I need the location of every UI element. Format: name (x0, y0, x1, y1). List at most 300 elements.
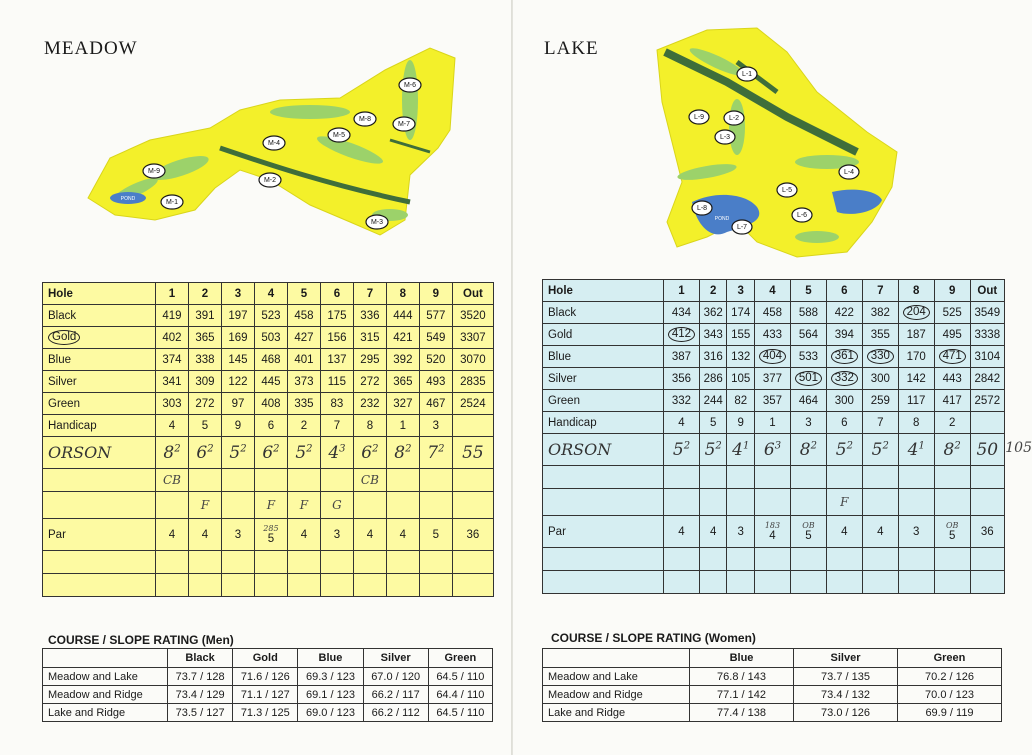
note-cell: F (254, 492, 287, 519)
tee-label (43, 327, 156, 349)
rating-cell: 69.9 / 119 (898, 704, 1002, 722)
yardage-cell: 300 (862, 368, 898, 390)
blank-cell (188, 469, 221, 492)
yardage-cell: 525 (934, 302, 970, 324)
yardage-cell (826, 346, 862, 368)
hole-number: 5 (790, 280, 826, 302)
svg-text:L-7: L-7 (736, 223, 748, 231)
yardage-cell: 577 (419, 305, 452, 327)
out-header: Out (452, 283, 493, 305)
tee-label: Black (543, 302, 664, 324)
handicap-cell: 3 (419, 415, 452, 437)
blank-cell (43, 469, 156, 492)
hole-marker-l9 (689, 110, 709, 124)
yardage-cell: 357 (755, 390, 791, 412)
meadow-course-map (80, 40, 460, 250)
yardage-cell: 382 (862, 302, 898, 324)
yardage-total: 2572 (970, 390, 1004, 412)
rating-header: Green (898, 649, 1002, 668)
circled-yardage: 332 (831, 371, 858, 386)
yardage-cell: 316 (699, 346, 727, 368)
yardage-cell (790, 368, 826, 390)
svg-text:L-2: L-2 (728, 114, 740, 122)
rating-cell: 71.6 / 126 (233, 668, 298, 686)
handicap-row (543, 412, 1005, 434)
par-cell: 4 (386, 519, 419, 551)
tee-row-green (43, 393, 494, 415)
rating-cell: 70.0 / 123 (898, 686, 1002, 704)
yardage-cell: 169 (221, 327, 254, 349)
tee-label: Green (543, 390, 664, 412)
par-cell: 4 (287, 519, 320, 551)
yardage-cell: 408 (254, 393, 287, 415)
blank-cell (320, 469, 353, 492)
yardage-total: 3520 (452, 305, 493, 327)
yardage-cell: 443 (934, 368, 970, 390)
rating-label: Lake and Ridge (543, 704, 690, 722)
rating-header: Silver (363, 649, 428, 668)
yardage-cell: 458 (287, 305, 320, 327)
yardage-cell: 232 (353, 393, 386, 415)
handicap-cell (452, 415, 493, 437)
hole-marker-l1 (737, 67, 757, 81)
yardage-cell: 335 (287, 393, 320, 415)
rating-cell: 73.7 / 128 (168, 668, 233, 686)
tee-row-black (543, 302, 1005, 324)
yardage-cell: 343 (699, 324, 727, 346)
circled-yardage: 501 (795, 371, 822, 386)
rating-cell: 73.4 / 132 (794, 686, 898, 704)
yardage-cell: 365 (188, 327, 221, 349)
yardage-cell: 419 (156, 305, 189, 327)
player-score: $5^2$ (699, 434, 727, 466)
blank-cell (419, 469, 452, 492)
hole-marker-m8 (354, 112, 376, 126)
yardage-cell (898, 302, 934, 324)
tee-label: Silver (543, 368, 664, 390)
player-score-row (543, 434, 1005, 466)
handicap-cell: 8 (898, 412, 934, 434)
player-score: $6^2$ (254, 437, 287, 469)
rating-label: Meadow and Lake (43, 668, 168, 686)
men-rating-title: COURSE / SLOPE RATING (Men) (48, 633, 234, 647)
blank-cell (353, 492, 386, 519)
hole-number: 4 (755, 280, 791, 302)
handicap-cell: 4 (156, 415, 189, 437)
hole-row (43, 283, 494, 305)
blank-cell (156, 492, 189, 519)
handicap-cell (970, 412, 1004, 434)
handicap-cell: 2 (934, 412, 970, 434)
yardage-cell: 115 (320, 371, 353, 393)
rating-cell: 76.8 / 143 (690, 668, 794, 686)
yardage-cell: 272 (353, 371, 386, 393)
hole-number: 9 (419, 283, 452, 305)
rating-cell: 69.3 / 123 (298, 668, 363, 686)
par-cell: OB 5 (934, 516, 970, 548)
yardage-total: 3307 (452, 327, 493, 349)
player-score: $4^1$ (727, 434, 755, 466)
men-rating-table (42, 648, 493, 722)
handicap-cell: 1 (755, 412, 791, 434)
yardage-cell: 434 (664, 302, 700, 324)
player-score: $5^2$ (221, 437, 254, 469)
rating-cell: 73.7 / 135 (794, 668, 898, 686)
yardage-cell: 402 (156, 327, 189, 349)
par-cell: 4 (826, 516, 862, 548)
yardage-total: 3104 (970, 346, 1004, 368)
hole-marker-l2 (724, 111, 744, 125)
svg-text:M-3: M-3 (370, 218, 384, 226)
yardage-cell: 421 (386, 327, 419, 349)
player-score: $6^2$ (353, 437, 386, 469)
rating-header-row (43, 649, 493, 668)
svg-text:L-8: L-8 (696, 204, 708, 212)
handicap-cell: 3 (790, 412, 826, 434)
yardage-cell: 117 (898, 390, 934, 412)
hole-marker-m9 (143, 164, 165, 178)
player-score: $5^2$ (826, 434, 862, 466)
yardage-cell: 155 (727, 324, 755, 346)
fairway-row (543, 489, 1005, 516)
handicap-cell: 9 (727, 412, 755, 434)
hole-number: 2 (188, 283, 221, 305)
gold-circled-label: Gold (48, 330, 80, 345)
circled-yardage: 361 (831, 349, 858, 364)
yardage-cell: 365 (386, 371, 419, 393)
hole-number: 8 (386, 283, 419, 305)
yardage-cell: 300 (826, 390, 862, 412)
tee-label: Green (43, 393, 156, 415)
blank-cell (386, 469, 419, 492)
hole-number: 4 (254, 283, 287, 305)
blank-cell (543, 649, 690, 668)
handicap-label: Handicap (543, 412, 664, 434)
par-total: 36 (970, 516, 1004, 548)
tee-row-blue (43, 349, 494, 371)
rating-cell: 67.0 / 120 (363, 668, 428, 686)
hole-marker-l7 (732, 220, 752, 234)
yardage-cell: 336 (353, 305, 386, 327)
yardage-cell: 156 (320, 327, 353, 349)
hole-marker-m4 (263, 136, 285, 150)
rating-header: Green (428, 649, 492, 668)
player-score: $4^3$ (320, 437, 353, 469)
yardage-cell: 356 (664, 368, 700, 390)
yardage-cell (862, 346, 898, 368)
handicap-cell: 7 (320, 415, 353, 437)
handicap-cell: 2 (287, 415, 320, 437)
yardage-cell: 332 (664, 390, 700, 412)
hole-number: 7 (353, 283, 386, 305)
handicap-cell: 5 (188, 415, 221, 437)
hole-number: 6 (320, 283, 353, 305)
player-name: ORSON (43, 437, 156, 469)
hole-marker-l6 (792, 208, 812, 222)
par-cell: 4 (862, 516, 898, 548)
yardage-cell: 309 (188, 371, 221, 393)
rating-cell: 77.1 / 142 (690, 686, 794, 704)
par-cell: 4 (699, 516, 727, 548)
rating-cell: 71.3 / 125 (233, 704, 298, 722)
handicap-row (43, 415, 494, 437)
par-cell: 4 (664, 516, 700, 548)
yardage-cell (934, 346, 970, 368)
yardage-cell: 387 (664, 346, 700, 368)
yardage-cell: 493 (419, 371, 452, 393)
hole-number: 9 (934, 280, 970, 302)
rating-cell: 64.5 / 110 (428, 668, 492, 686)
svg-text:M-2: M-2 (263, 176, 277, 184)
blank-cell (221, 492, 254, 519)
circled-yardage: 404 (759, 349, 786, 364)
rating-cell: 64.5 / 110 (428, 704, 492, 722)
hole-marker-m1 (161, 195, 183, 209)
yardage-cell: 401 (287, 349, 320, 371)
women-rating-table (542, 648, 1002, 722)
yardage-cell: 549 (419, 327, 452, 349)
lake-page (512, 0, 1032, 755)
handicap-cell: 8 (353, 415, 386, 437)
yardage-total: 3338 (970, 324, 1004, 346)
hole-number: 6 (826, 280, 862, 302)
blank-cell (452, 492, 493, 519)
tee-row-gold (43, 327, 494, 349)
hole-marker-m7 (393, 117, 415, 131)
yardage-cell: 458 (755, 302, 791, 324)
blank-cell (287, 469, 320, 492)
blank-cell (386, 492, 419, 519)
svg-text:L-5: L-5 (781, 186, 793, 194)
yardage-cell: 303 (156, 393, 189, 415)
rating-row (543, 668, 1002, 686)
hole-marker-m3 (366, 215, 388, 229)
par-cell: 183 4 (755, 516, 791, 548)
player-score: $8^2$ (790, 434, 826, 466)
par-note: 183 (764, 520, 781, 530)
yardage-cell: 174 (727, 302, 755, 324)
rating-cell: 73.4 / 129 (168, 686, 233, 704)
out-header: Out (970, 280, 1004, 302)
hole-row (543, 280, 1005, 302)
player-score: $6^2$ (188, 437, 221, 469)
grand-total: 105 (1005, 440, 1032, 456)
yardage-cell: 97 (221, 393, 254, 415)
par-note: OB (945, 520, 959, 530)
hole-marker-m2 (259, 173, 281, 187)
tee-row-gold (543, 324, 1005, 346)
player-score: $8^2$ (386, 437, 419, 469)
blank-cell (254, 469, 287, 492)
yardage-cell: 137 (320, 349, 353, 371)
yardage-cell: 377 (755, 368, 791, 390)
yardage-cell: 341 (156, 371, 189, 393)
rating-cell: 71.1 / 127 (233, 686, 298, 704)
yardage-cell: 523 (254, 305, 287, 327)
svg-text:M-1: M-1 (165, 198, 179, 206)
blank-row (43, 574, 494, 597)
yardage-total: 2835 (452, 371, 493, 393)
yardage-cell: 286 (699, 368, 727, 390)
hole-marker-l3 (715, 130, 735, 144)
rating-row (43, 704, 493, 722)
yardage-cell (664, 324, 700, 346)
par-cell: 4 (156, 519, 189, 551)
par-cell: 285 5 (254, 519, 287, 551)
tee-label: Blue (543, 346, 664, 368)
yardage-cell: 444 (386, 305, 419, 327)
yardage-cell: 394 (826, 324, 862, 346)
rating-label: Meadow and Ridge (543, 686, 690, 704)
yardage-cell: 467 (419, 393, 452, 415)
yardage-cell (826, 368, 862, 390)
hole-number: 1 (156, 283, 189, 305)
par-row (543, 516, 1005, 548)
hole-number: 3 (221, 283, 254, 305)
tee-label: Blue (43, 349, 156, 371)
rating-cell: 69.0 / 123 (298, 704, 363, 722)
rating-cell: 66.2 / 117 (363, 686, 428, 704)
handicap-cell: 4 (664, 412, 700, 434)
player-score: $5^2$ (862, 434, 898, 466)
yardage-cell (755, 346, 791, 368)
yardage-cell: 187 (898, 324, 934, 346)
hole-number: 1 (664, 280, 700, 302)
tee-row-black (43, 305, 494, 327)
rating-header: Blue (690, 649, 794, 668)
yardage-cell: 315 (353, 327, 386, 349)
yardage-cell: 374 (156, 349, 189, 371)
svg-text:M-5: M-5 (332, 131, 346, 139)
yardage-cell: 259 (862, 390, 898, 412)
svg-text:M-7: M-7 (397, 120, 411, 128)
handicap-label: Handicap (43, 415, 156, 437)
rating-row (543, 704, 1002, 722)
lake-scorecard (542, 279, 1032, 594)
tee-label: Silver (43, 371, 156, 393)
player-score: $4^1$ (898, 434, 934, 466)
player-name: ORSON (543, 434, 664, 466)
player-score: $5^2$ (287, 437, 320, 469)
par-cell: 3 (727, 516, 755, 548)
yardage-cell: 520 (419, 349, 452, 371)
hole-number: 8 (898, 280, 934, 302)
svg-text:L-4: L-4 (843, 168, 855, 176)
hole-marker-l5 (777, 183, 797, 197)
yardage-cell: 142 (898, 368, 934, 390)
yardage-cell: 122 (221, 371, 254, 393)
women-rating-title: COURSE / SLOPE RATING (Women) (551, 631, 756, 645)
svg-text:M-9: M-9 (147, 167, 161, 175)
par-label: Par (43, 519, 156, 551)
rating-label: Meadow and Ridge (43, 686, 168, 704)
par-cell: 3 (320, 519, 353, 551)
hole-marker-l4 (839, 165, 859, 179)
blank-cell (221, 469, 254, 492)
lake-pond-label: POND (714, 216, 730, 222)
yardage-cell: 391 (188, 305, 221, 327)
par-total: 36 (452, 519, 493, 551)
par-cell: OB 5 (790, 516, 826, 548)
yardage-cell: 417 (934, 390, 970, 412)
yardage-cell: 445 (254, 371, 287, 393)
rating-row (543, 686, 1002, 704)
circled-yardage: 204 (903, 305, 930, 320)
yardage-total: 3070 (452, 349, 493, 371)
blank-cell (419, 492, 452, 519)
yardage-cell: 355 (862, 324, 898, 346)
blank-row (43, 551, 494, 574)
hole-number: 5 (287, 283, 320, 305)
circled-yardage: 471 (939, 349, 966, 364)
player-score: $8^2$ (156, 437, 189, 469)
meadow-pond-label: POND (120, 196, 136, 202)
yardage-total: 3549 (970, 302, 1004, 324)
blank-row (543, 466, 1005, 489)
rating-cell: 73.5 / 127 (168, 704, 233, 722)
yardage-cell: 588 (790, 302, 826, 324)
par-note: 285 (263, 523, 279, 533)
rating-cell: 64.4 / 110 (428, 686, 492, 704)
blank-row (543, 571, 1005, 594)
par-cell: 4 (188, 519, 221, 551)
yardage-cell: 83 (320, 393, 353, 415)
rating-header: Gold (233, 649, 298, 668)
note-cell: F (826, 489, 862, 516)
yardage-cell: 422 (826, 302, 862, 324)
yardage-cell: 145 (221, 349, 254, 371)
yardage-cell: 295 (353, 349, 386, 371)
yardage-cell: 373 (287, 371, 320, 393)
rating-row (43, 668, 493, 686)
player-score: $5^2$ (664, 434, 700, 466)
course-title-meadow: MEADOW (44, 38, 138, 59)
note-cell: G (320, 492, 353, 519)
handicap-cell: 6 (826, 412, 862, 434)
par-row (43, 519, 494, 551)
svg-text:L-6: L-6 (796, 211, 808, 219)
rating-cell: 73.0 / 126 (794, 704, 898, 722)
svg-text:L-1: L-1 (741, 70, 753, 78)
circled-yardage: 412 (668, 327, 695, 342)
notes-row (43, 469, 494, 492)
note-cell: F (287, 492, 320, 519)
rating-header-row (543, 649, 1002, 668)
circled-yardage: 330 (867, 349, 894, 364)
course-title-lake: LAKE (544, 38, 599, 59)
tee-row-green (543, 390, 1005, 412)
tee-row-silver (43, 371, 494, 393)
rating-cell: 70.2 / 126 (898, 668, 1002, 686)
yardage-cell: 533 (790, 346, 826, 368)
yardage-cell: 175 (320, 305, 353, 327)
blank-row (543, 548, 1005, 571)
par-cell: 3 (898, 516, 934, 548)
handicap-cell: 5 (699, 412, 727, 434)
yardage-cell: 82 (727, 390, 755, 412)
player-score-row (43, 437, 494, 469)
player-total: 55 (452, 437, 493, 469)
yardage-total: 2524 (452, 393, 493, 415)
player-score: $6^3$ (755, 434, 791, 466)
tee-row-blue (543, 346, 1005, 368)
player-score: $8^2$ (934, 434, 970, 466)
yardage-cell: 392 (386, 349, 419, 371)
yardage-cell: 362 (699, 302, 727, 324)
par-cell: 5 (419, 519, 452, 551)
tee-label: Gold (543, 324, 664, 346)
handicap-cell: 6 (254, 415, 287, 437)
